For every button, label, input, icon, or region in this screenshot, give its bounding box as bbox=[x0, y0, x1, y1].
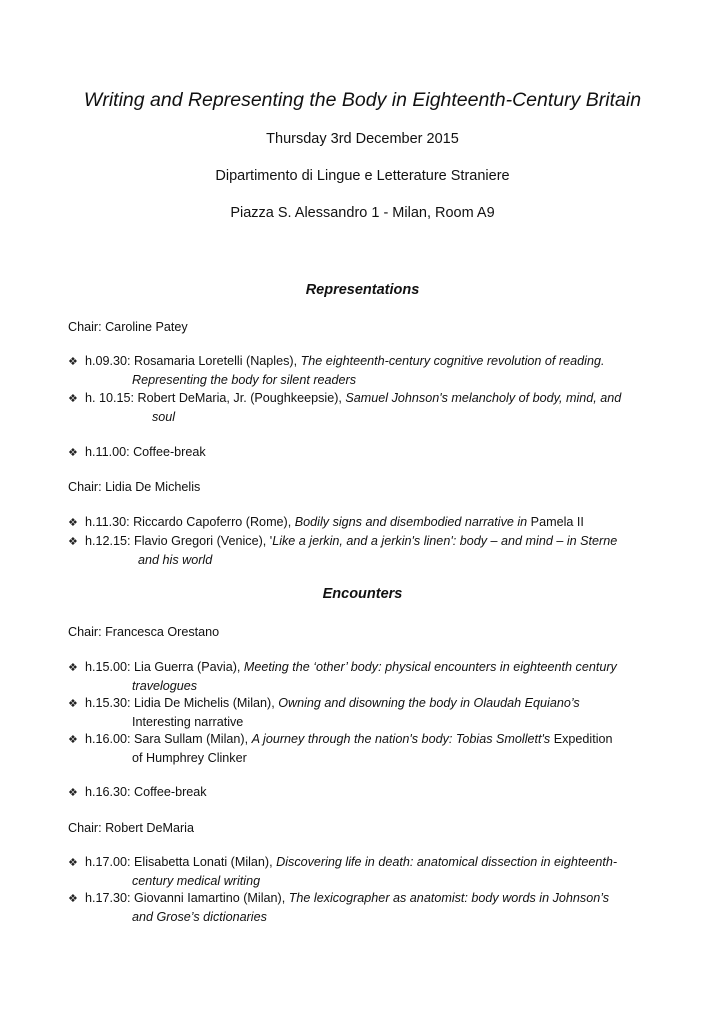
programme-item bbox=[68, 532, 668, 569]
programme-item bbox=[68, 694, 668, 731]
item-time-speaker: h. 10.15: Robert DeMaria, Jr. (Poughkeepsie), bbox=[85, 391, 346, 405]
item-time-speaker: h.11.30: Riccardo Capoferro (Rome), bbox=[85, 515, 295, 529]
item-talk-title: The lexicographer as anatomist: body words in Johnson’s bbox=[288, 891, 610, 905]
bullet-icon: ❖ bbox=[68, 447, 78, 459]
item-time-speaker: h.12.15: Flavio Gregori (Venice), ' bbox=[85, 534, 273, 548]
item-talk-title-plain: Pamela II bbox=[527, 515, 584, 529]
programme-item bbox=[68, 352, 668, 389]
event-department: Dipartimento di Lingue e Letterature Straniere bbox=[215, 168, 510, 184]
item-talk-title-continued: travelogues bbox=[132, 679, 198, 693]
chair-line: Chair: Francesca Orestano bbox=[68, 625, 220, 639]
event-date: Thursday 3rd December 2015 bbox=[266, 131, 459, 147]
bullet-icon: ❖ bbox=[68, 734, 78, 746]
bullet-icon: ❖ bbox=[68, 517, 78, 529]
bullet-icon: ❖ bbox=[68, 698, 78, 710]
item-talk-title: Like a jerkin, and a jerkin's linen': body – and mind – in Sterne bbox=[272, 534, 618, 548]
bullet-icon: ❖ bbox=[68, 662, 78, 674]
item-talk-title-continued: Representing the body for silent readers bbox=[132, 373, 357, 387]
item-talk-title: The eighteenth-century cognitive revolution of reading. bbox=[300, 354, 605, 368]
programme-item bbox=[68, 853, 668, 890]
section-title-encounters: Encounters bbox=[322, 586, 403, 602]
item-time-speaker: h.17.30: Giovanni Iamartino (Milan), bbox=[85, 891, 289, 905]
item-time-speaker: h.09.30: Rosamaria Loretelli (Naples), bbox=[85, 354, 301, 368]
bullet-icon: ❖ bbox=[68, 857, 78, 869]
item-talk-title: Discovering life in death: anatomical dissection in eighteenth- bbox=[276, 855, 618, 869]
item-talk-title-plain: Expedition bbox=[550, 732, 613, 746]
programme-item bbox=[68, 513, 668, 532]
item-time-speaker: h.15.30: Lidia De Michelis (Milan), bbox=[85, 696, 279, 710]
item-talk-title-plain-continued: of Humphrey Clinker bbox=[132, 751, 247, 765]
item-time-speaker: h.15.00: Lia Guerra (Pavia), bbox=[85, 660, 244, 674]
programme-item-break bbox=[68, 443, 668, 462]
event-location: Piazza S. Alessandro 1 - Milan, Room A9 bbox=[230, 205, 495, 221]
bullet-icon: ❖ bbox=[68, 393, 78, 405]
section-title-representations: Representations bbox=[305, 282, 420, 298]
item-talk-title: A journey through the nation's body: Tobias Smollett's bbox=[251, 732, 551, 746]
item-talk-title: Owning and disowning the body in Olaudah Equiano’s bbox=[278, 696, 580, 710]
event-title: Writing and Representing the Body in Eighteenth-Century Britain bbox=[83, 89, 642, 111]
bullet-icon: ❖ bbox=[68, 536, 78, 548]
item-break-label: h.16.30: Coffee-break bbox=[85, 785, 207, 799]
item-talk-title: Meeting the ‘other’ body: physical encounters in eighteenth century bbox=[243, 660, 617, 674]
item-time-speaker: h.16.00: Sara Sullam (Milan), bbox=[85, 732, 252, 746]
programme-item bbox=[68, 889, 668, 926]
chair-line: Chair: Caroline Patey bbox=[68, 320, 188, 334]
item-talk-title-plain: Interesting narrative bbox=[132, 715, 244, 729]
programme-item-break bbox=[68, 783, 668, 802]
bullet-icon: ❖ bbox=[68, 893, 78, 905]
item-talk-title: Bodily signs and disembodied narrative in bbox=[294, 515, 528, 529]
programme-item bbox=[68, 730, 668, 767]
item-talk-title-continued: and his world bbox=[138, 553, 213, 567]
bullet-icon: ❖ bbox=[68, 787, 78, 799]
item-talk-title-continued: century medical writing bbox=[132, 874, 261, 888]
item-time-speaker: h.17.00: Elisabetta Lonati (Milan), bbox=[85, 855, 277, 869]
chair-line: Chair: Robert DeMaria bbox=[68, 821, 194, 835]
item-break-label: h.11.00: Coffee-break bbox=[85, 445, 206, 459]
item-talk-title-continued: and Grose’s dictionaries bbox=[132, 910, 267, 924]
item-talk-title: Samuel Johnson's melancholy of body, mind, and bbox=[345, 391, 622, 405]
chair-line: Chair: Lidia De Michelis bbox=[68, 480, 201, 494]
bullet-icon: ❖ bbox=[68, 356, 78, 368]
programme-item bbox=[68, 658, 668, 695]
programme-item bbox=[68, 389, 668, 426]
item-talk-title-continued: soul bbox=[152, 410, 176, 424]
